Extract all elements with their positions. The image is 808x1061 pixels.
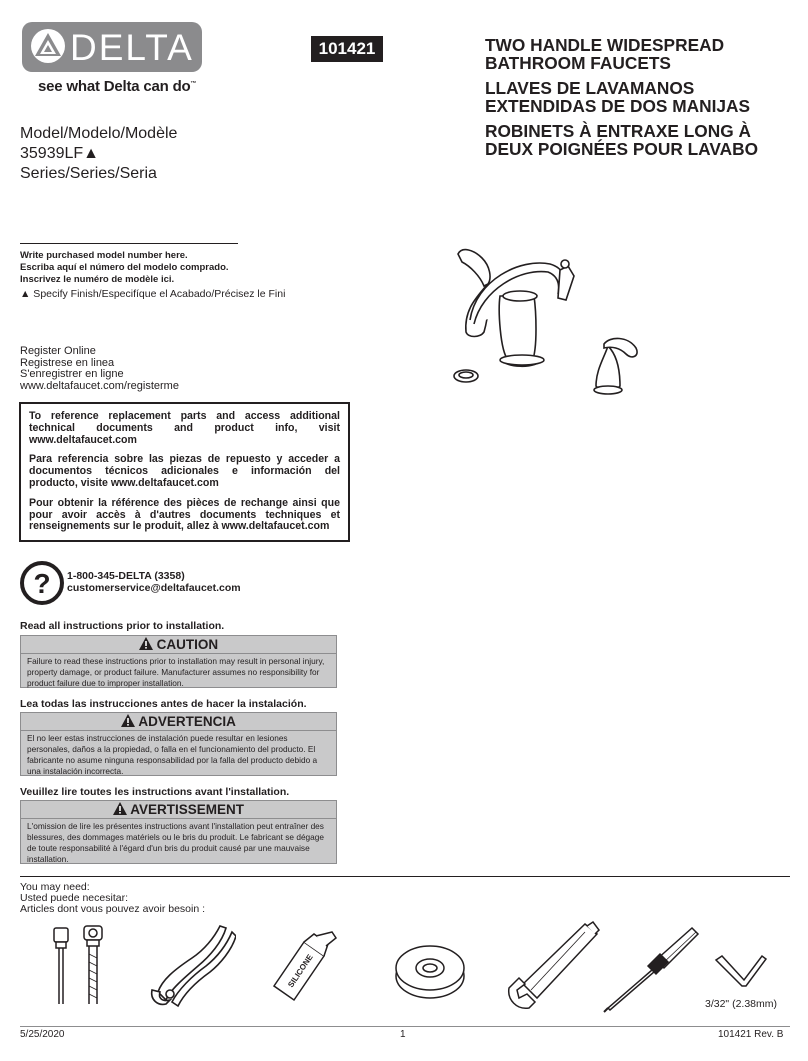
tools-needed-heading: You may need: Usted puede necesitar: Articles dont vous pouvez avoir besoin : — [20, 881, 206, 915]
model-info — [20, 124, 177, 184]
model-number: 35939LF▲ — [20, 145, 99, 162]
avertissement-text: L'omission de lire les présentes instructions avant l'installation peut entraîner des blessures, des dommages matériels ou le bris du produit. Le fabricant se dégage de toute responsabilité à l'égard d'un bris du produit causé par une mauvaise installation. — [27, 821, 325, 864]
faucet-illustration — [440, 240, 650, 410]
series-label: Series/Series/Seria — [20, 165, 157, 182]
specify-finish-note: ▲ Specify Finish/Especifíque el Acabado/Précisez le Fini — [20, 288, 286, 300]
customer-contact — [67, 570, 241, 594]
adjustable-wrench-icon — [505, 918, 605, 1014]
allen-wrench-size: 3/32" (2.38mm) — [705, 998, 778, 1010]
avertissement-heading: AVERTISSEMENT — [21, 801, 336, 819]
supply-lines-icon — [40, 924, 110, 1006]
reference-french: Pour obtenir la référence des pièces de rechange ainsi que pour avoir accès à d'autres documents techniques et renseignements sur le produit, allez à www.deltafaucet.com — [29, 496, 340, 533]
phone-number[interactable]: 1-800-345-DELTA (3358) — [67, 570, 185, 582]
caution-heading: CAUTION — [21, 636, 336, 654]
pliers-icon — [148, 920, 236, 1010]
register-url[interactable]: www.deltafaucet.com/registerme — [20, 379, 179, 392]
advertencia-text: El no leer estas instrucciones de instalación puede resultar en lesiones personales, daños a la propiedad, o falla en el funcionamiento del producto. El fabricante no asume ninguna responsabilidad por la falla del producto debido a una instalación incorrecta. — [27, 733, 318, 776]
read-instructions-english: Read all instructions prior to installation. — [20, 620, 225, 632]
title-spanish: LLAVES DE LAVAMANOS EXTENDIDAS DE DOS MANIJAS — [485, 78, 751, 116]
silicone-label: SILICONE — [286, 952, 315, 990]
silicone-tube-icon — [270, 930, 340, 1006]
document-revision: 101421 Rev. B — [718, 1029, 784, 1040]
advertencia-heading: ADVERTENCIA — [21, 713, 336, 731]
model-label: Model/Modelo/Modèle — [20, 125, 178, 142]
reference-info-box — [19, 402, 350, 542]
svg-text:?: ? — [33, 568, 51, 599]
section-divider — [20, 876, 790, 877]
email-address[interactable]: customerservice@deltafaucet.com — [67, 582, 241, 594]
page-number: 1 — [400, 1029, 406, 1040]
title-english: TWO HANDLE WIDESPREAD BATHROOM FAUCETS — [485, 35, 725, 73]
advertencia-box — [20, 712, 337, 776]
plumbers-tape-icon — [392, 940, 468, 1000]
footer-date: 5/25/2020 — [20, 1029, 65, 1040]
delta-triangle-logo-icon — [30, 28, 66, 64]
read-instructions-spanish: Lea todas las instrucciones antes de hacer la instalación. — [20, 698, 307, 710]
brand-name: DELTA — [70, 27, 194, 68]
warning-triangle-icon — [113, 802, 127, 815]
part-number-badge: 101421 — [311, 36, 383, 62]
write-model-instructions: Write purchased model number here. Escriba aquí el número del modelo comprado. Inscrivez le numéro de modèle ici. — [20, 250, 229, 285]
title-french: ROBINETS À ENTRAXE LONG À DEUX POIGNÉES POUR LAVABO — [485, 121, 759, 159]
model-write-line — [20, 243, 238, 244]
avertissement-box — [20, 800, 337, 864]
brand-tagline: see what Delta can do™ — [38, 78, 197, 95]
warning-triangle-icon — [121, 714, 135, 727]
allen-wrench-icon — [712, 950, 768, 990]
document-titles — [485, 36, 795, 165]
screwdriver-icon — [600, 924, 700, 1014]
reference-spanish: Para referencia sobre las piezas de repuesto y acceder a documentos técnicos adicionales e información del producto, visite www.deltafaucet.com — [29, 453, 340, 489]
caution-box — [20, 635, 337, 688]
register-online-block: Register Online Registrese en linea S'enregistrer en ligne www.deltafaucet.com/registerme — [20, 345, 179, 392]
footer-divider — [20, 1026, 790, 1027]
warning-triangle-icon — [139, 637, 153, 650]
reference-english: To reference replacement parts and access additional technical documents and product info, visit www.deltafaucet.com — [29, 410, 340, 446]
question-help-icon — [20, 561, 64, 605]
caution-text: Failure to read these instructions prior to installation may result in personal injury, property damage, or product failure. Manufacturer assumes no responsibility for product failure due to improper installation. — [27, 656, 325, 688]
read-instructions-french: Veuillez lire toutes les instructions avant l'installation. — [20, 786, 290, 798]
